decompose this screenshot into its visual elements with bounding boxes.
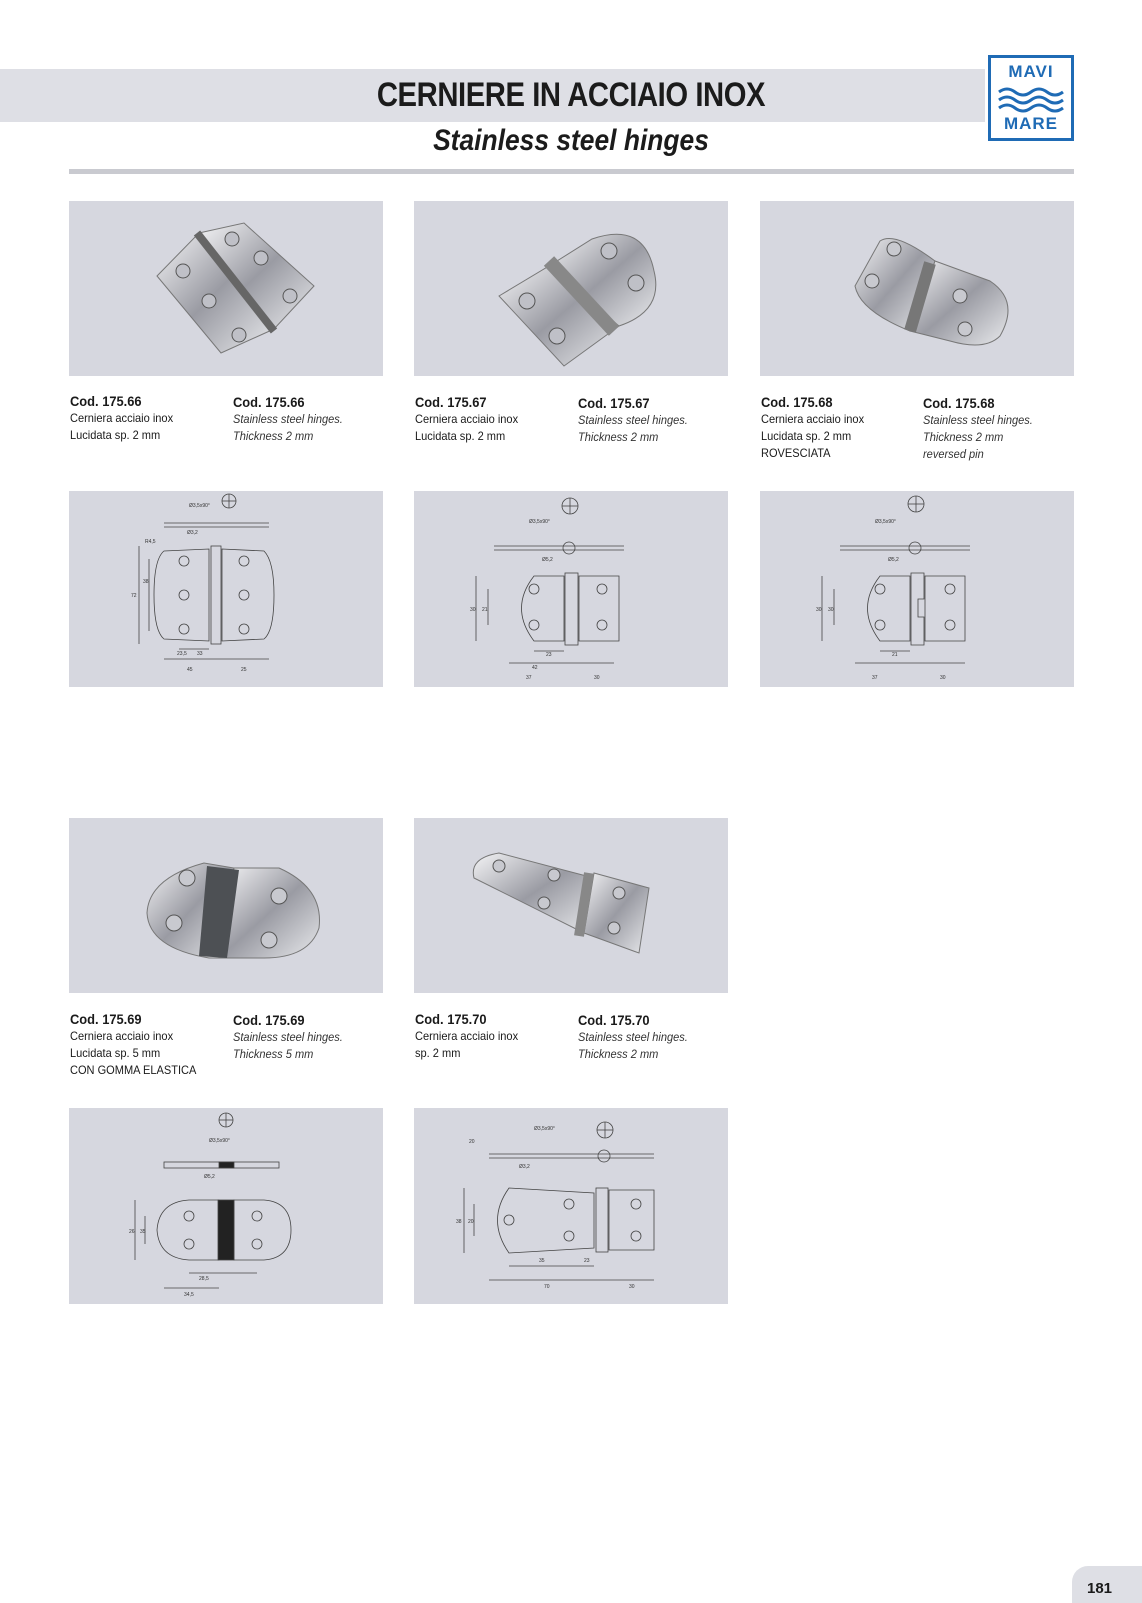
technical-drawing-175-70: [414, 1108, 728, 1304]
drawing-175-69: [69, 1108, 383, 1304]
dim-label: Ø3,5x90°: [534, 1126, 555, 1132]
logo-text-top: MAVI: [1008, 62, 1054, 81]
dim-label: 21: [892, 652, 898, 658]
product-code: Cod. 175.70: [578, 1012, 650, 1028]
dim-label: 20: [468, 1219, 474, 1225]
dim-label: 30: [470, 607, 476, 613]
product-code: Cod. 175.66: [70, 393, 142, 409]
dim-label: 37: [526, 675, 532, 681]
desc-line: Stainless steel hinges.: [578, 1030, 688, 1044]
dim-label: 30: [828, 607, 834, 613]
dim-label: 23: [546, 652, 552, 658]
dim-label: 37: [872, 675, 878, 681]
header-rule: [69, 169, 1074, 174]
hinge-photo-icon: [760, 201, 1074, 376]
desc-line: CON GOMMA ELASTICA: [70, 1063, 197, 1077]
desc-line: Cerniera acciaio inox: [70, 1029, 174, 1043]
technical-drawing-175-67: [414, 491, 728, 687]
dim-label: 33: [197, 651, 203, 657]
logo-text-bottom: MARE: [1003, 114, 1059, 133]
dim-label: 38: [143, 579, 149, 585]
product-desc-it-175-70: [415, 1011, 562, 1062]
product-desc-it-175-69: [70, 1011, 217, 1079]
drawing-175-67: [414, 491, 728, 687]
hinge-photo-icon: [414, 201, 728, 376]
desc-line: Lucidata sp. 2 mm: [70, 428, 161, 442]
desc-line: Cerniera acciaio inox: [415, 1029, 519, 1043]
dim-label: 20: [469, 1139, 475, 1145]
dim-label: 38: [456, 1219, 462, 1225]
page-title: CERNIERE IN ACCIAIO INOX: [376, 76, 766, 114]
desc-line: Thickness 2 mm: [578, 1047, 659, 1061]
dim-label: Ø5,2: [542, 557, 553, 563]
dim-label: 23,5: [177, 651, 187, 657]
dim-label: Ø3,2: [187, 530, 198, 536]
product-desc-it-175-66: [70, 393, 217, 444]
technical-drawing-175-69: [69, 1108, 383, 1304]
dim-label: Ø3,5x90°: [529, 519, 550, 525]
dim-label: 42: [532, 665, 538, 671]
dim-label: Ø5,2: [204, 1174, 215, 1180]
dim-label: 30: [940, 675, 946, 681]
desc-line: Thickness 2 mm: [233, 429, 314, 443]
dim-label: 70: [544, 1284, 550, 1290]
product-desc-en-175-66: [233, 394, 380, 445]
desc-line: Stainless steel hinges.: [233, 412, 343, 426]
product-photo-175-66: [69, 201, 383, 376]
desc-line: Thickness 2 mm: [923, 430, 1004, 444]
dim-label: 35: [140, 1229, 146, 1235]
product-code: Cod. 175.68: [761, 394, 833, 410]
dim-label: 72: [131, 593, 137, 599]
dim-label: 34,5: [184, 1292, 194, 1298]
drawing-175-66: [69, 491, 383, 687]
product-code: Cod. 175.68: [923, 395, 995, 411]
technical-drawing-175-68: [760, 491, 1074, 687]
product-code: Cod. 175.70: [415, 1011, 487, 1027]
dim-label: R4,5: [145, 539, 156, 545]
dim-label: Ø3,5x90°: [209, 1138, 230, 1144]
product-photo-175-70: [414, 818, 728, 993]
dim-label: 30: [816, 607, 822, 613]
product-desc-en-175-70: [578, 1012, 725, 1063]
dim-label: 30: [629, 1284, 635, 1290]
desc-line: Cerniera acciaio inox: [415, 412, 519, 426]
hinge-photo-icon: [414, 818, 728, 993]
product-desc-en-175-67: [578, 395, 725, 446]
desc-line: Stainless steel hinges.: [578, 413, 688, 427]
hinge-photo-icon: [69, 201, 383, 376]
desc-line: ROVESCIATA: [761, 446, 831, 460]
hinge-photo-icon: [69, 818, 383, 993]
product-code: Cod. 175.69: [70, 1011, 142, 1027]
dim-label: Ø3,2: [519, 1164, 530, 1170]
product-code: Cod. 175.67: [578, 395, 650, 411]
product-photo-175-69: [69, 818, 383, 993]
dim-label: 28,5: [199, 1276, 209, 1282]
technical-drawing-175-66: [69, 491, 383, 687]
product-code: Cod. 175.69: [233, 1012, 305, 1028]
drawing-175-68: [760, 491, 1074, 687]
desc-line: sp. 2 mm: [415, 1046, 461, 1060]
desc-line: reversed pin: [923, 447, 984, 461]
mavimare-logo: [988, 55, 1074, 141]
dim-label: Ø5,2: [888, 557, 899, 563]
dim-label: 25: [241, 667, 247, 673]
product-desc-it-175-67: [415, 394, 562, 445]
dim-label: 35: [539, 1258, 545, 1264]
dim-label: 21: [482, 607, 488, 613]
desc-line: Cerniera acciaio inox: [70, 411, 174, 425]
dim-label: 23: [584, 1258, 590, 1264]
product-code: Cod. 175.67: [415, 394, 487, 410]
product-desc-en-175-69: [233, 1012, 380, 1063]
desc-line: Lucidata sp. 2 mm: [415, 429, 506, 443]
dim-label: Ø3,5x90°: [875, 519, 896, 525]
desc-line: Cerniera acciaio inox: [761, 412, 865, 426]
desc-line: Stainless steel hinges.: [923, 413, 1033, 427]
product-code: Cod. 175.66: [233, 394, 305, 410]
desc-line: Lucidata sp. 5 mm: [70, 1046, 161, 1060]
page-subtitle: Stainless steel hinges: [433, 124, 709, 157]
desc-line: Thickness 5 mm: [233, 1047, 314, 1061]
desc-line: Thickness 2 mm: [578, 430, 659, 444]
desc-line: Stainless steel hinges.: [233, 1030, 343, 1044]
product-photo-175-67: [414, 201, 728, 376]
dim-label: 26: [129, 1229, 135, 1235]
product-desc-en-175-68: [923, 395, 1070, 463]
wave-icon: [991, 86, 1071, 116]
drawing-175-70: [414, 1108, 728, 1304]
product-desc-it-175-68: [761, 394, 908, 462]
page-number: 181: [1087, 1580, 1113, 1597]
desc-line: Lucidata sp. 2 mm: [761, 429, 852, 443]
dim-label: 30: [594, 675, 600, 681]
dim-label: Ø3,5x90°: [189, 503, 210, 509]
dim-label: 45: [187, 667, 193, 673]
product-photo-175-68: [760, 201, 1074, 376]
